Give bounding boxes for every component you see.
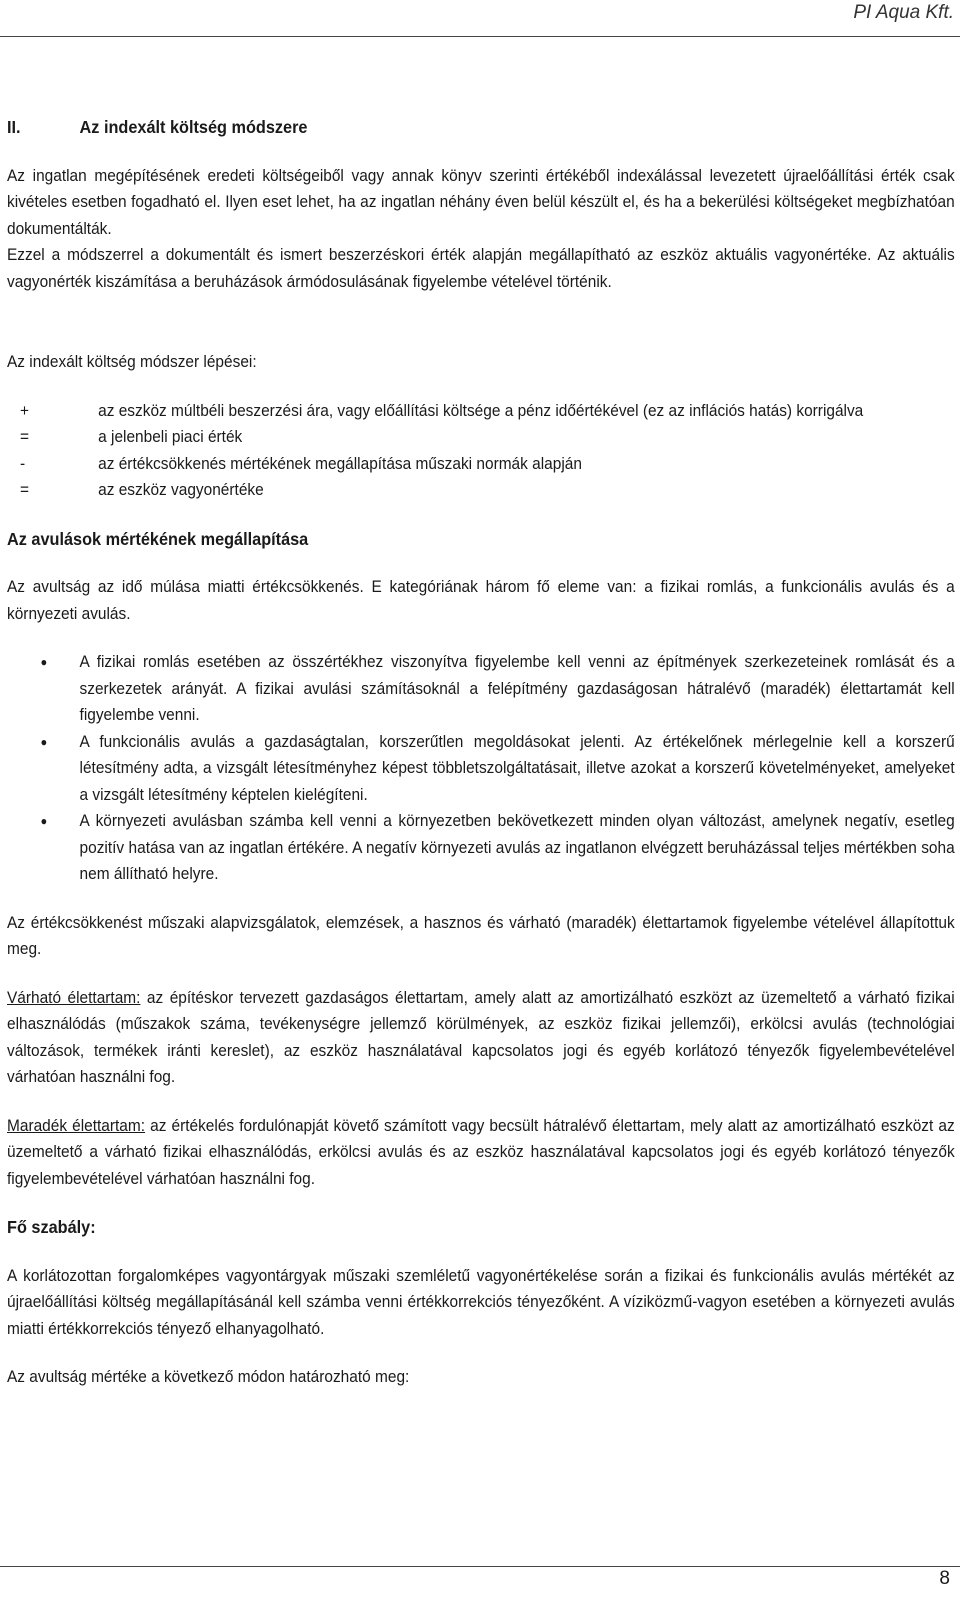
bullet-text: A környezeti avulásban számba kell venni a környezetben bekövetkezett minden olyan változást, amelynek negatív, esetleg pozitív hatása van az ingatlan értékére. A negatív környezeti avulás az ingatlanon elvégzett beruházással teljes mértékben soha nem állítható helyre. (79, 811, 955, 883)
bullet-text: A fizikai romlás esetében az összértékhez viszonyítva figyelembe kell venni az építmények szerkezeteinek romlását és a szerkezetek arányát. A fizikai avulási számításoknál a felépítmény gazdaságosan hátralévő (maradék) élettartamát kell figyelembe venni. (79, 652, 955, 724)
section-title-text: Az indexált költség módszere (79, 117, 308, 137)
section-title (7, 114, 955, 141)
avulas-heading: Az avulások mértékének megállapítása (7, 528, 309, 549)
step-text: az eszköz vagyonértéke (98, 480, 264, 499)
list-item (7, 477, 955, 504)
maradek-elettartam-paragraph (7, 1113, 955, 1193)
list-item (7, 398, 955, 425)
step-symbol: = (20, 427, 30, 446)
step-text: a jelenbeli piaci érték (98, 427, 243, 446)
step-text: az értékcsökkenés mértékének megállapítása műszaki normák alapján (98, 453, 582, 473)
step-symbol: + (20, 400, 30, 420)
page-content (7, 114, 955, 1391)
list-item (7, 808, 955, 888)
avulas-paragraph: Az avultság az idő múlása miatti értékcsökkenés. E kategóriának három fő eleme van: a fizikai romlás, a funkcionális avulás és a környezeti avulás. (7, 577, 955, 623)
list-item (7, 649, 955, 729)
step-symbol: - (20, 453, 26, 473)
footer-divider (0, 1566, 960, 1567)
intro-paragraph-2: Ezzel a módszerrel a dokumentált és ismert beszerzéskori érték alapján megállapítható az eszköz aktuális vagyonértéke. Az aktuális vagyonérték kiszámítása a beruházások ármódosulásának figyelembe vételével történik. (7, 245, 955, 291)
avulas-bullets (7, 649, 955, 888)
varhato-term: Várható élettartam: (7, 987, 141, 1007)
list-item (7, 729, 955, 809)
step-text: az eszköz múltbéli beszerzési ára, vagy előállítási költsége a pénz időértékével (ez az inflációs hatás) korrigálva (98, 400, 864, 420)
bullet-text: A funkcionális avulás a gazdaságtalan, korszerűtlen megoldásokat jelenti. Az értékelőnek mérlegelnie kell a korszerű létesítmény adta, a vizsgált létesítményhez képest többletszolgáltatásait, illetve azokat a korszerű követelményeket, amelyeket a vizsgált létesítmény képtelen kielégíteni. (79, 731, 955, 804)
list-item (7, 424, 955, 451)
ertekcsokkenes-paragraph: Az értékcsökkenést műszaki alapvizsgálatok, elemzések, a hasznos és várható (maradék) élettartamok figyelembe vételével állapítottuk meg. (7, 912, 955, 958)
varhato-definition: az építéskor tervezett gazdaságos élettartam, amely alatt az amortizálható eszközt az üzemeltető a várható fizikai elhasználódás (műszakok száma, tevékenységre jellemző körülmények, az eszköz fizikai jellemzői), erkölcsi avulás (technológiai változások, termékek iránti kereslet), az eszköz használatával kapcsolatos jogi és egyéb korlátozó tényezők figyelembevételével várhatóan használni fog. (7, 987, 955, 1086)
bullet-dot-icon: ● (40, 655, 48, 669)
intro-paragraph-1: Az ingatlan megépítésének eredeti költségeiből vagy annak könyv szerinti értékéből indexálással levezetett újraelőállítási érték csak kivételes esetben fogadható el. Ilyen eset lehet, ha az ingatlan néhány éven belül készült el, és ha a bekerülési költségeket megbízhatóan dokumentálták. (7, 165, 955, 238)
bullet-dot-icon: ● (40, 814, 48, 828)
maradek-term: Maradék élettartam: (7, 1115, 146, 1135)
header-company: PI Aqua Kft. (853, 2, 954, 23)
header-divider (0, 36, 960, 37)
step-symbol: = (20, 480, 30, 499)
list-item (7, 451, 955, 478)
bullet-dot-icon: ● (40, 734, 48, 749)
steps-heading: Az indexált költség módszer lépései: (7, 352, 257, 371)
page-number: 8 (939, 1568, 950, 1589)
avultsag-merteke-paragraph: Az avultság mértéke a következő módon határozható meg: (7, 1367, 410, 1386)
section-number: II. (7, 117, 21, 137)
varhato-elettartam-paragraph (7, 985, 955, 1091)
fo-szabaly-paragraph: A korlátozottan forgalomképes vagyontárgyak műszaki szemléletű vagyonértékelése során a fizikai és funkcionális avulás mértékét az újraelőállítási költség megállapításánál kell számba venni értékkorrekciós tényezőként. A víziközmű-vagyon esetében a környezeti avulás miatti értékkorrekciós tényező elhanyagolható. (7, 1265, 955, 1338)
maradek-definition: az értékelés fordulónapját követő számított vagy becsült hátralévő élettartam, mely alatt az amortizálható eszközt az üzemeltető a várható fizikai elhasználódás, erkölcsi avulás és az eszköz használatával kapcsolatos jogi és egyéb korlátozó tényezők figyelembevételével várhatóan használni fog. (7, 1115, 955, 1188)
steps-list (7, 398, 955, 504)
fo-szabaly-heading: Fő szabály: (7, 1217, 96, 1237)
